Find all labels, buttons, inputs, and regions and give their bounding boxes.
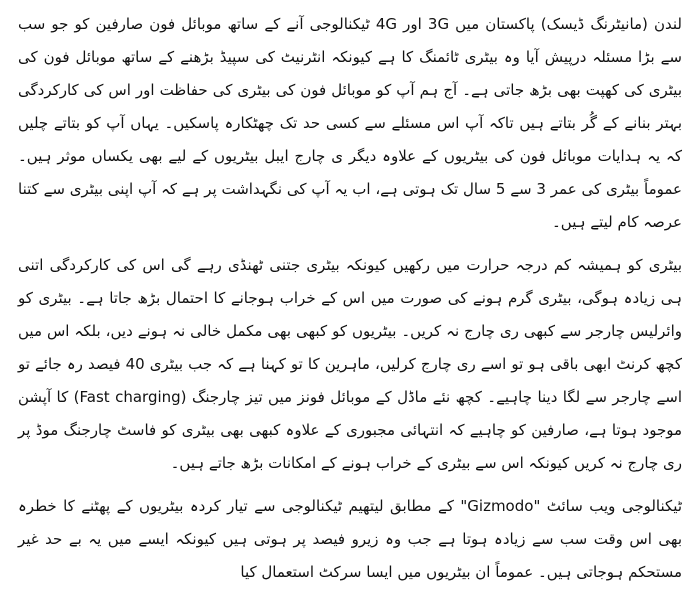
article-paragraph-3: ٹیکنالوجی ویب سائٹ "Gizmodo" کے مطابق لیتھیم ٹیکنالوجی سے تیار کردہ بیٹریوں کے پھٹنے کا خطرہ بھی اس وقت سب سے زیادہ ہوتا ہے جب وہ زیرو فیصد پر ہوتی ہیں کیونکہ ایسے میں یہ بے حد غیر مستحکم ہوجاتی ہیں۔ عموماً ان بیٹریوں میں ایسا سرکٹ استعمال کیا [18,497,683,581]
article-paragraph-2: بیٹری کو ہمیشہ کم درجہ حرارت میں رکھیں کیونکہ بیٹری جتنی ٹھنڈی رہے گی اس کی کارکردگی اتنی ہی زیادہ ہوگی، بیٹری گرم ہونے کی صورت میں اس کے خراب ہوجانے کا احتمال بڑھ جاتا ہے۔ بیٹری کو وائرلیس چارجر سے کبھی ری چارج نہ کریں۔ بیٹریوں کو کبھی بھی مکمل خالی نہ ہونے دیں، بلکہ اس میں کچھ کرنٹ ابھی باقی ہو تو اسے ری چارج کرلیں، ماہرین کا تو کہنا ہے کہ جب بیٹری 40 فیصد رہ جائے تو اسے چارجر سے لگا دینا چاہیے۔ کچھ نئے ماڈل کے موبائل فونز میں تیز چارجنگ (Fast charging) کا آپشن موجود ہوتا ہے، صارفین کو چاہیے کہ انتہائی مجبوری کے علاوہ کبھی بھی بیٹری کو فاسٹ چارجنگ موڈ پر ری چارج نہ کریں کیونکہ اس سے بیٹری کے خراب ہونے کے امکانات بڑھ جاتے ہیں۔ [18,256,682,472]
article-paragraph-1: لندن (مانیٹرنگ ڈیسک) پاکستان میں 3G اور 4G ٹیکنالوجی آنے کے ساتھ موبائل فون صارفین کو جو سب سے بڑا مسئلہ درپیش آیا وہ بیٹری ٹائمنگ کا ہے کیونکہ انٹرنیٹ کی سپیڈ بڑھنے کے ساتھ موبائل فون کی بیٹری کی کھپت بھی بڑھ جاتی ہے۔ آج ہم آپ کو موبائل فون کی بیٹری کی حفاظت اور اس کی کارکردگی بہتر بنانے کے گُر بتاتے ہیں تاکہ آپ اس مسئلے سے کسی حد تک چھٹکارہ پاسکیں۔ یہاں آپ کو بتاتے چلیں کہ یہ ہدایات موبائل فون کی بیٹریوں کے علاوہ دیگر ی چارج ایبل بیٹریوں کے لیے بھی یکساں موثر ہیں۔ عموماً بیٹری کی عمر 3 سے 5 سال تک ہوتی ہے، اب یہ آپ کی نگہداشت پر ہے کہ آپ اپنی بیٹری سے کتنا عرصہ کام لیتے ہیں۔ [18,15,682,231]
